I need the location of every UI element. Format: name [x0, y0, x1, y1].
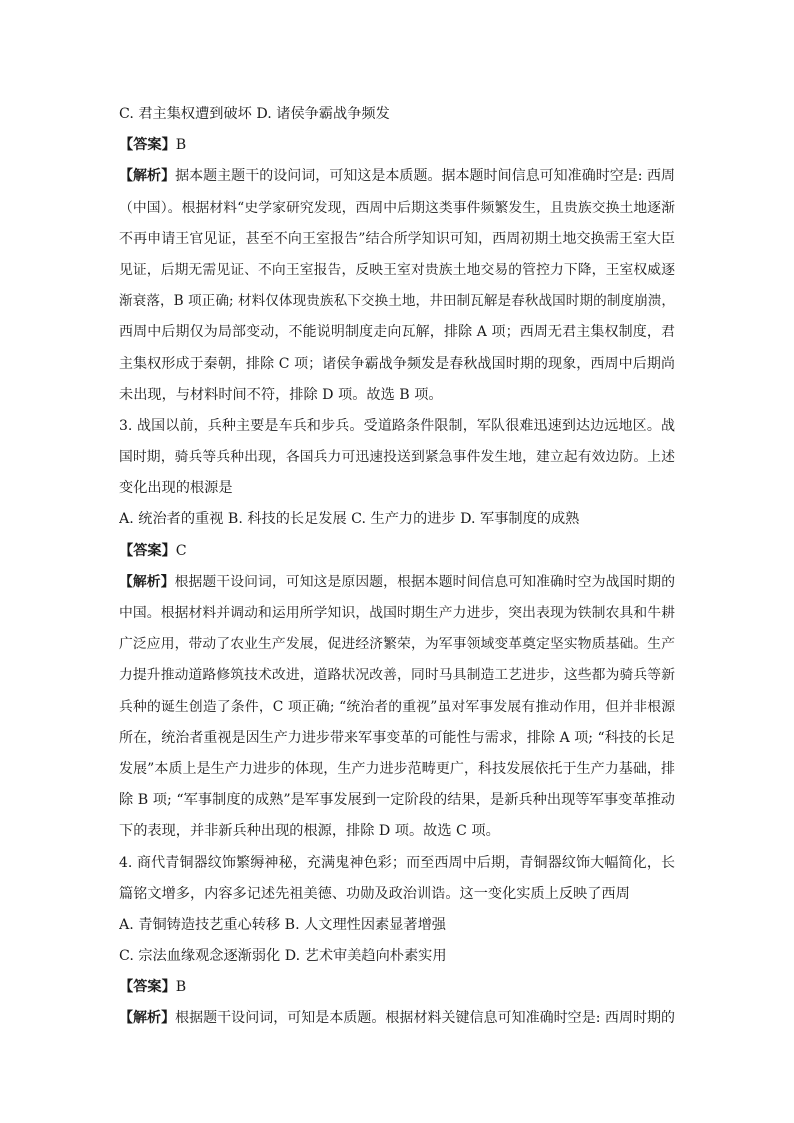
line-text: B	[175, 979, 187, 996]
document-body	[119, 99, 675, 1035]
line-text: 下的表现，并非新兵种出现的根源，排除 D 项。故选 C 项。	[119, 823, 500, 840]
section-tag: 【答案】	[119, 542, 176, 559]
line-text: 篇铭文增多，内容多记述先祖美德、功勋及政治训诰。这一变化实质上反映了西周	[119, 885, 630, 902]
text-line	[119, 723, 675, 754]
line-text: 西周中后期仅为局部变动，不能说明制度走向瓦解，排除 A 项；西周无君主集权制度，君	[119, 324, 675, 341]
line-text: 兵种的诞生创造了条件，C 项正确; “统治者的重视”虽对军事发展有推动作用，但并非根源	[119, 698, 675, 715]
line-text: 据本题主题干的设问词，可知这是本质题。据本题时间信息可知准确时空是: 西周	[175, 168, 675, 185]
text-line	[119, 255, 675, 286]
line-text: 力提升推动道路修筑技术改进，道路状况改善，同时马具制造工艺进步，这些都为骑兵等新	[119, 667, 675, 684]
line-text: 所在，统治者重视是因生产力进步带来军事变革的可能性与需求，排除 A 项; “科技的长足	[119, 729, 675, 746]
text-line	[119, 785, 675, 816]
text-line	[119, 193, 675, 224]
text-line	[119, 317, 675, 348]
text-line	[119, 473, 675, 504]
section-tag: 【解析】	[119, 1010, 176, 1027]
text-line	[119, 411, 675, 442]
text-line	[119, 380, 675, 411]
text-line	[119, 879, 675, 910]
text-line	[119, 972, 675, 1003]
line-text: 发展”本质上是生产力进步的体现，生产力进步范畴更广，科技发展依托于生产力基础，排	[119, 760, 675, 777]
text-line	[119, 130, 675, 161]
text-line	[119, 941, 675, 972]
line-text: 见证，后期无需见证、不向王室报告，反映王室对贵族土地交易的管控力下降，王室权威逐	[119, 261, 675, 278]
line-text: B	[175, 137, 187, 154]
text-line	[119, 536, 675, 567]
line-text: 4. 商代青铜器纹饰繁缛神秘，充满鬼神色彩；而至西周中后期，青铜器纹饰大幅简化，长	[119, 854, 675, 871]
line-text: A. 统治者的重视 B. 科技的长足发展 C. 生产力的进步 D. 军事制度的成熟	[119, 511, 580, 528]
text-line	[119, 754, 675, 785]
line-text: C. 宗法血缘观念逐渐弱化 D. 艺术审美趋向朴素实用	[119, 948, 447, 965]
text-line	[119, 224, 675, 255]
line-text: 3. 战国以前，兵种主要是车兵和步兵。受道路条件限制，军队很难迅速到达边远地区。战	[119, 417, 675, 434]
section-tag: 【解析】	[119, 168, 176, 185]
section-tag: 【答案】	[119, 979, 176, 996]
text-line	[119, 1003, 675, 1034]
line-text: 不再申请王官见证，甚至不向王室报告”结合所学知识可知，西周初期土地交换需王室大臣	[119, 230, 675, 247]
line-text: 除 B 项; “军事制度的成熟”是军事发展到一定阶段的结果，是新兵种出现等军事变革推动	[119, 792, 675, 809]
line-text: C. 君主集权遭到破坏 D. 诸侯争霸战争频发	[119, 106, 390, 122]
line-text: 未出现，与材料时间不符，排除 D 项。故选 B 项。	[119, 386, 443, 403]
text-line	[119, 598, 675, 629]
line-text: 根据题干设问词，可知是本质题。根据材料关键信息可知准确时空是: 西周时期的	[175, 1010, 675, 1027]
text-line	[119, 629, 675, 660]
section-tag: 【答案】	[119, 137, 176, 154]
line-text: C	[175, 542, 187, 559]
text-line	[119, 567, 675, 598]
line-text: 根据题干设问词，可知这是原因题，根据本题时间信息可知准确时空为战国时期的	[174, 573, 675, 590]
line-text: 变化出现的根源是	[119, 480, 233, 497]
text-line	[119, 349, 675, 380]
text-line	[119, 504, 675, 535]
text-line	[119, 660, 675, 691]
text-line	[119, 692, 675, 723]
text-line	[119, 910, 675, 941]
line-text: 国时期，骑兵等兵种出现，各国兵力可迅速投送到紧急事件发生地，建立起有效边防。上述	[119, 449, 675, 466]
text-line	[119, 442, 675, 473]
text-line	[119, 816, 675, 847]
line-text: A. 青铜铸造技艺重心转移 B. 人文理性因素显著增强	[119, 916, 446, 933]
section-tag: 【解析】	[119, 573, 175, 590]
line-text: 中国。根据材料并调动和运用所学知识，战国时期生产力进步，突出表现为铁制农具和牛耕	[119, 605, 675, 621]
text-line	[119, 161, 675, 192]
text-line	[119, 99, 675, 130]
line-text: 渐衰落，B 项正确; 材料仅体现贵族私下交换土地，井田制瓦解是春秋战国时期的制度崩溃，	[119, 293, 675, 310]
line-text: 主集权形成于秦朝，排除 C 项；诸侯争霸战争频发是春秋战国时期的现象，西周中后期尚	[119, 355, 675, 372]
text-line	[119, 286, 675, 317]
line-text: 广泛应用，带动了农业生产发展，促进经济繁荣，为军事领域变革奠定坚实物质基础。生产	[119, 636, 675, 653]
line-text: （中国）。根据材料“史学家研究发现，西周中后期这类事件频繁发生，且贵族交换土地逐渐	[119, 199, 675, 216]
text-line	[119, 848, 675, 879]
